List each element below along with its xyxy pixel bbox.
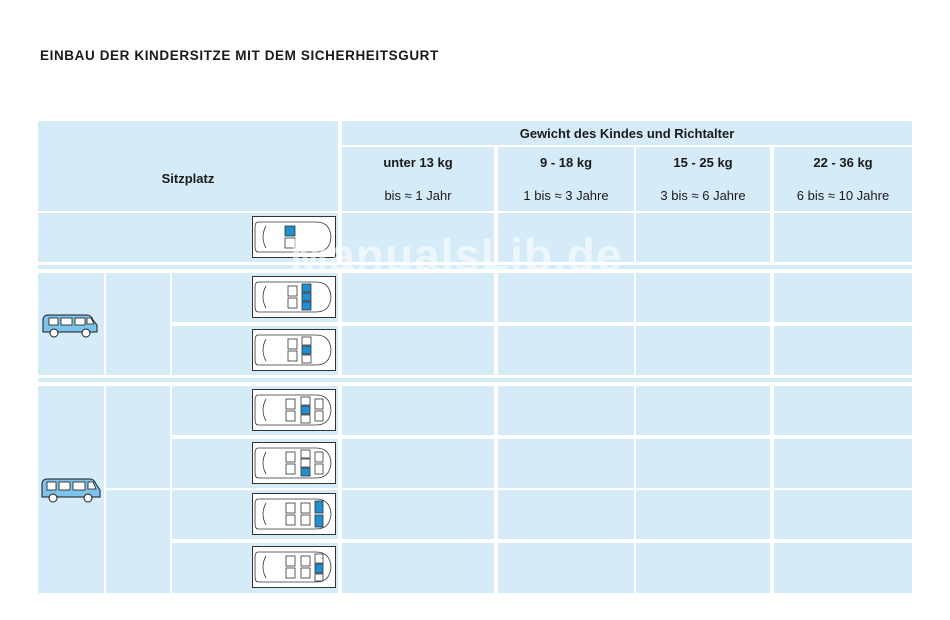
table-cell [636,326,770,375]
table-cell [774,439,912,488]
table-cell [636,490,770,539]
page-title: EINBAU DER KINDERSITZE MIT DEM SICHERHEITSGURT [40,48,439,63]
column-header-1 [498,147,634,211]
table-cell [636,386,770,435]
table-cell [636,543,770,593]
table-cell [636,213,770,262]
column-age-label: 3 bis ≈ 6 Jahre [660,188,746,203]
table-cell [342,439,494,488]
table-cell [774,273,912,322]
table-cell [774,213,912,262]
column-age-label: 6 bis ≈ 10 Jahre [796,188,890,203]
table-cell [498,490,634,539]
table-cell [774,543,912,593]
watermark: ManualsLib.de [290,229,623,281]
van-7-seat-icon [40,475,102,505]
table-cell [636,439,770,488]
table-cell [498,326,634,375]
row2-outer-seat-icon [252,442,336,484]
table-cell [774,326,912,375]
vehicle-cell-5-seat [38,273,104,375]
seat-cell [172,273,338,322]
rear-center-seat-icon [252,329,336,371]
column-weight-label: 15 - 25 kg [673,155,733,170]
table-cell [498,439,634,488]
table-cell [498,273,634,322]
table-cell [498,213,634,262]
group-separator [38,378,912,382]
table-cell [342,543,494,593]
seat-cell [172,490,338,539]
row-group-cell [106,386,170,488]
weight-group-header-label: Gewicht des Kindes und Richtalter [519,126,735,141]
column-age-label: bis ≈ 1 Jahr [384,188,452,203]
table-cell [774,386,912,435]
column-header-3 [774,147,912,211]
column-header-2 [636,147,770,211]
table-cell [342,326,494,375]
seat-cell [172,439,338,488]
table-cell [342,273,494,322]
table-cell [774,490,912,539]
table-cell [342,213,494,262]
column-age-label: 1 bis ≈ 3 Jahre [523,188,609,203]
seat-cell [172,543,338,593]
seat-cell [172,386,338,435]
row3-outer-seat-icon [252,493,336,535]
vehicle-cell-7-seat [38,386,104,593]
seat-header-cell [38,121,338,211]
column-header-0 [342,147,494,211]
row-group-cell [106,490,170,593]
column-weight-label: 9 - 18 kg [539,155,593,170]
front-passenger-seat-icon [252,216,336,258]
table-cell [498,386,634,435]
group-separator [38,265,912,269]
rear-outer-seat-icon [252,276,336,318]
seat-cell [38,213,338,262]
row2-center-seat-icon [252,389,336,431]
table-cell [342,386,494,435]
row-group-cell [106,273,170,375]
column-weight-label: unter 13 kg [383,155,453,170]
row3-center-seat-icon [252,546,336,588]
weight-group-header-cell [342,121,912,145]
column-weight-label: 22 - 36 kg [813,155,873,170]
seat-header-label: Sitzplatz [161,171,215,186]
table-cell [498,543,634,593]
van-5-seat-icon [41,311,99,339]
seat-cell [172,326,338,375]
table-cell [636,273,770,322]
table-cell [342,490,494,539]
